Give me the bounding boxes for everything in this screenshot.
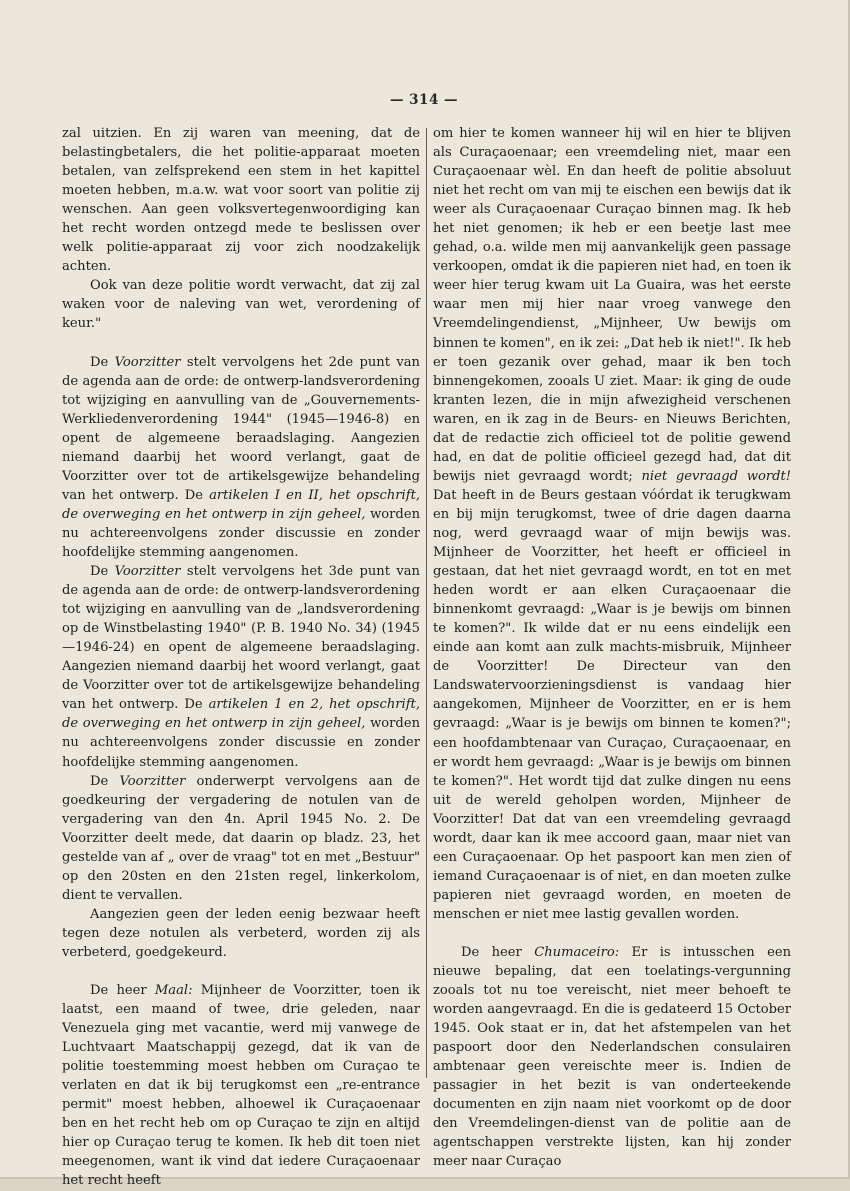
column-divider: [426, 128, 427, 1078]
paragraph-speech-maal-continued: om hier te komen wanneer hij wil en hier te blijven als Curaçaoenaar; een vreemdeling niet, maar een Curaçaoenaar wèl. En dan heeft de politie absoluut niet het recht om van mij te eischen een bewijs dat ik weer als Curaçaoenaar Curaçao binnen mag. Ik heb het niet genomen; ik heb er een beetje last mee gehad, o.a. wilde men mij aanvankelijk geen passage verkoopen, omdat ik die papieren niet had, en toen ik weer hier terug kwam uit La Guaira, was het eerste waar men mij hier naar vroeg vanwege den Vreemdelingendienst, „Mijnheer, Uw bewijs om binnen te komen", en ik zei: „Dat heb ik niet!". Ik heb er toen gezanik over gehad, maar ik ben toch binnengekomen, zooals U ziet. Maar: ik ging de oude kranten lezen, die in mijn afwezigheid verschenen waren, en ik zag in de Beurs- en Nieuws Berichten, dat de redactie zich officieel tot de politie gewend had, en dat de politie officieel gezegd had, dat dit bewijs niet gevraagd wordt; niet gevraagd wordt! Dat heeft in de Beurs gestaan vóórdat ik terugkwam en bij mijn terugkomst, twee of drie dagen daarna nog, werd gevraagd waar of mijn bewijs was. Mijnheer de Voorzitter, het heeft er officieel in gestaan, dat het niet gevraagd wordt, en tot en met heden wordt er aan elken Curaçaoenaar die binnenkomt gevraagd: „Waar is je bewijs om binnen te komen?". Ik wilde dat er nu eens eindelijk een einde aan komt aan zulk machts-misbruik, Mijnheer de Voorzitter! De Directeur van den Landswatervoorzieningsdienst is vandaag hier aangekomen, Mijnheer de Voorzitter, en er is hem gevraagd: „Waar is je bewijs om binnen te komen?"; een hoofdambtenaar van Curaçao, Curaçaoenaar, en er wordt hem gevraagd: „Waar is je bewijs om binnen te komen?". Het wordt tijd dat zulke dingen nu eens uit de wereld geholpen worden, Mijnheer de Voorzitter! Dat dat van een vreemdeling gevraagd wordt, daar kan ik mee accoord gaan, maar niet van een Curaçaoenaar. Op het paspoort kan men zien of iemand Curaçaoenaar is of niet, en dan moeten zulke papieren niet gevraagd worden, en moeten de menschen er niet mee lastig gevallen worden.: [433, 126, 791, 922]
paragraph-speech-chumaceiro: De heer Chumaceiro: Er is intusschen een nieuwe bepaling, dat een toelatings-vergunning zooals tot nu toe vereischt, niet meer behoeft te worden aangevraagd. En die is gedateerd 15 October 1945. Ook staat er in, dat het afstempelen van het paspoort door den Nederlandschen consulairen ambtenaar geen vereischte meer is. Indien de passagier in het bezit is van onderteekende documenten en zijn naam niet voorkomt op de door den Vreemdelingen-dienst van de politie aan de agentschappen verstrekte lijsten, kan hij zonder meer naar Curaçao: [433, 944, 792, 1170]
paragraph-agenda-point-3: De Voorzitter stelt vervolgens het 3de punt van de agenda aan de orde: de ontwerp-landsverordening tot wijziging en aanvulling van de „landsverordening op de Winstbelasting 1940" (P. B. 1940 No. 34) (1945—1946-24) en opent de algemeene beraadslaging. Aangezien niemand daarbij het woord verlangt, gaat de Voorzitter over tot de artikelsgewijze behandeling van het ontwerp. De artikelen 1 en 2, het opschrift, de overweging en het ontwerp in zijn geheel, worden nu achtereenvolgens zonder discussie en zonder hoofdelijke stemming aangenomen.: [62, 564, 420, 770]
paragraph-police-expectation: Ook van deze politie wordt verwacht, dat zij zal waken voor de naleving van wet, verordening of keur.": [62, 278, 420, 332]
page-number: — 314 —: [389, 92, 459, 108]
paragraph-minutes-approved: Aangezien geen der leden eenig bezwaar heeft tegen deze notulen als verbeterd, worden zij als verbeterd, goedgekeurd.: [62, 906, 420, 960]
paragraph-agenda-point-2: De Voorzitter stelt vervolgens het 2de punt van de agenda aan de orde: de ontwerp-landsverordening tot wijziging en aanvulling van de „Gouvernements-Werkliedenverordening 1944" (1945—1946-8) en opent de algemeene beraadslaging. Aangezien niemand daarbij het woord verlangt, gaat de Voorzitter over tot de artikelsgewijze behandeling van het ontwerp. De artikelen I en II, het opschrift, de overweging en het ontwerp in zijn geheel, worden nu achtereenvolgens zonder discussie en zonder hoofdelijke stemming aangenomen.: [62, 354, 420, 560]
right-column: [433, 124, 791, 1172]
paragraph-intro: zal uitzien. En zij waren van meening, dat de belastingbetalers, die het politie-apparaat moeten betalen, van zelfsprekend een stem in het kapittel moeten hebben, m.a.w. wat voor soort van politie zij wenschen. Aan geen volksvertegenwoordiging kan het recht worden ontzegd mede te beslissen over welk politie-apparaat zij voor zich noodzakelijk achten.: [62, 126, 420, 275]
left-column: [62, 124, 420, 1191]
paragraph-speech-maal: De heer Maal: Mijnheer de Voorzitter, toen ik laatst, een maand of twee, drie geleden, naar Venezuela ging met vacantie, werd mij vanwege de Luchtvaart Maatschappij gezegd, dat ik van de politie toestemming moest hebben om Curaçao te verlaten en dat ik bij terugkomst een „re-entrance permit" moest hebben, alhoewel ik Curaçaoenaar ben en het recht heb om op Curaçao te zijn en altijd hier op Curaçao terug te komen. Ik heb dit toen niet meegenomen, want ik vind dat iedere Curaçaoenaar het recht heeft: [62, 983, 420, 1189]
paragraph-minutes: De Voorzitter onderwerpt vervolgens aan de goedkeuring der vergadering de notulen van de vergadering van den 4n. April 1945 No. 2. De Voorzitter deelt mede, dat daarin op bladz. 23, het gestelde van af „ over de vraag" tot en met „Bestuur" op den 20sten en den 21sten regel, linkerkolom, dient te vervallen.: [62, 773, 420, 903]
